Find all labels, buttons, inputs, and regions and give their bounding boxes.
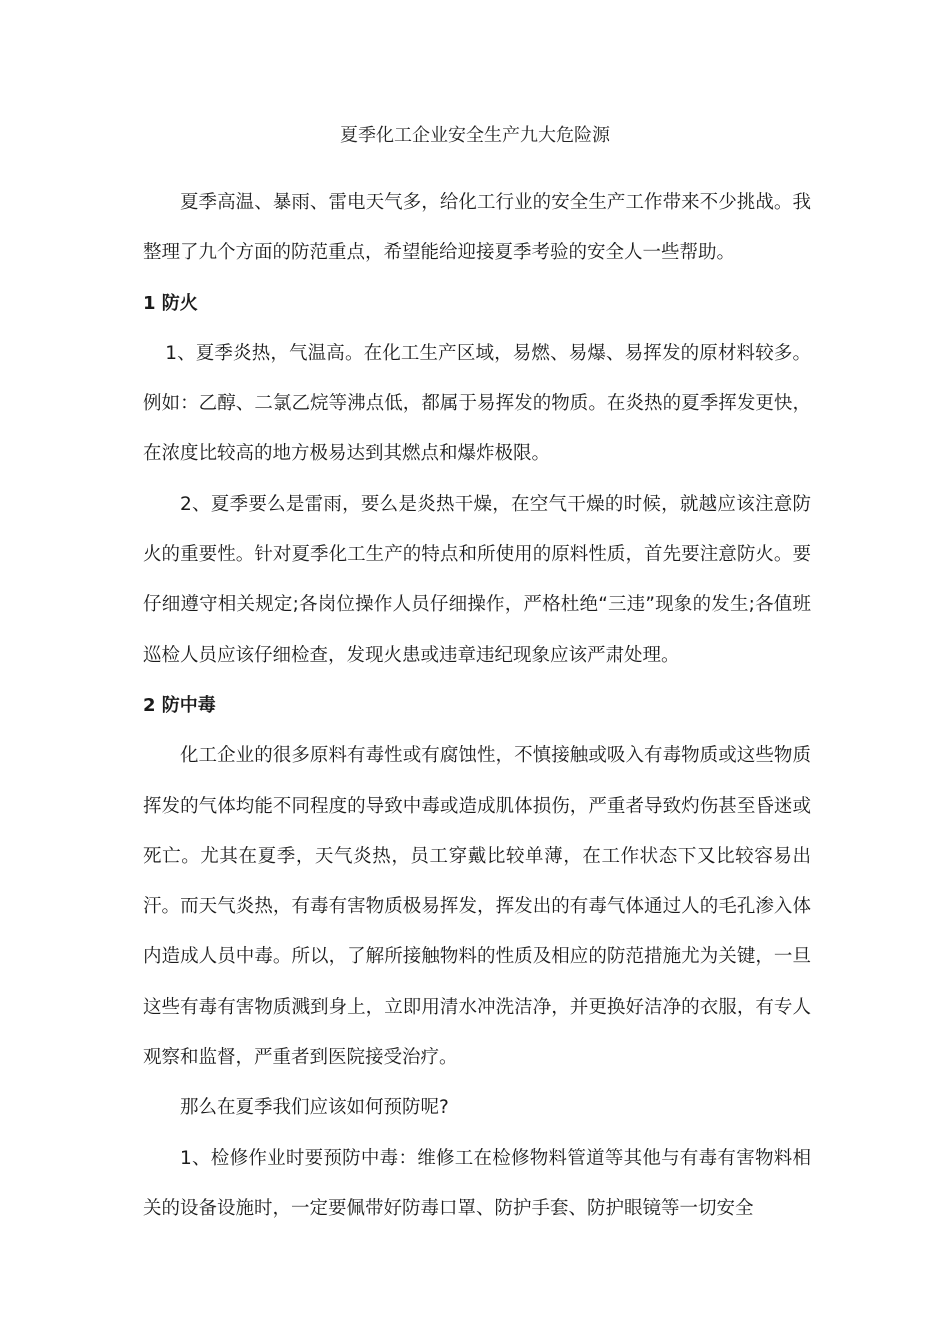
section-heading-poison: 2 防中毒 xyxy=(143,694,216,716)
fire-paragraph-1: 1、夏季炎热，气温高。在化工生产区域，易燃、易爆、易挥发的原材料较多。例如：乙醇、二氯乙烷等沸点低，都属于易挥发的物质。在炎热的夏季挥发更快，在浓度比较高的地方极易达到其燃点和爆炸极限。 xyxy=(143,342,811,465)
poison-paragraph-2: 那么在夏季我们应该如何预防呢? xyxy=(180,1097,449,1119)
poison-paragraph-1: 化工企业的很多原料有毒性或有腐蚀性，不慎接触或吸入有毒物质或这些物质挥发的气体均能不同程度的导致中毒或造成肌体损伤，严重者导致灼伤甚至昏迷或死亡。尤其在夏季，天气炎热，员工穿戴比较单薄，在工作状态下又比较容易出汗。而天气炎热，有毒有害物质极易挥发，挥发出的有毒气体通过人的毛孔渗入体内造成人员中毒。所以，了解所接触物料的性质及相应的防范措施尤为关键，一旦这些有毒有害物质溅到身上，立即用清水冲洗洁净，并更换好洁净的衣服，有专人观察和监督，严重者到医院接受治疗。 xyxy=(143,745,811,1069)
fire-paragraph-2: 2、夏季要么是雷雨，要么是炎热干燥，在空气干燥的时候，就越应该注意防火的重要性。针对夏季化工生产的特点和所使用的原料性质，首先要注意防火。要仔细遵守相关规定;各岗位操作人员仔细操作，严格杜绝“三违”现象的发生;各值班巡检人员应该仔细检查，发现火患或违章违纪现象应该严肃处理。 xyxy=(143,493,811,666)
poison-paragraph-3: 1、检修作业时要预防中毒：维修工在检修物料管道等其他与有毒有害物料相关的设备设施时，一定要佩带好防毒口罩、防护手套、防护眼镜等一切安全 xyxy=(143,1147,811,1219)
document-title: 夏季化工企业安全生产九大危险源 xyxy=(340,125,610,146)
document-body xyxy=(143,178,811,1234)
intro-paragraph: 夏季高温、暴雨、雷电天气多，给化工行业的安全生产工作带来不少挑战。我整理了九个方面的防范重点，希望能给迎接夏季考验的安全人一些帮助。 xyxy=(143,192,811,264)
section-heading-fire: 1 防火 xyxy=(143,292,198,314)
